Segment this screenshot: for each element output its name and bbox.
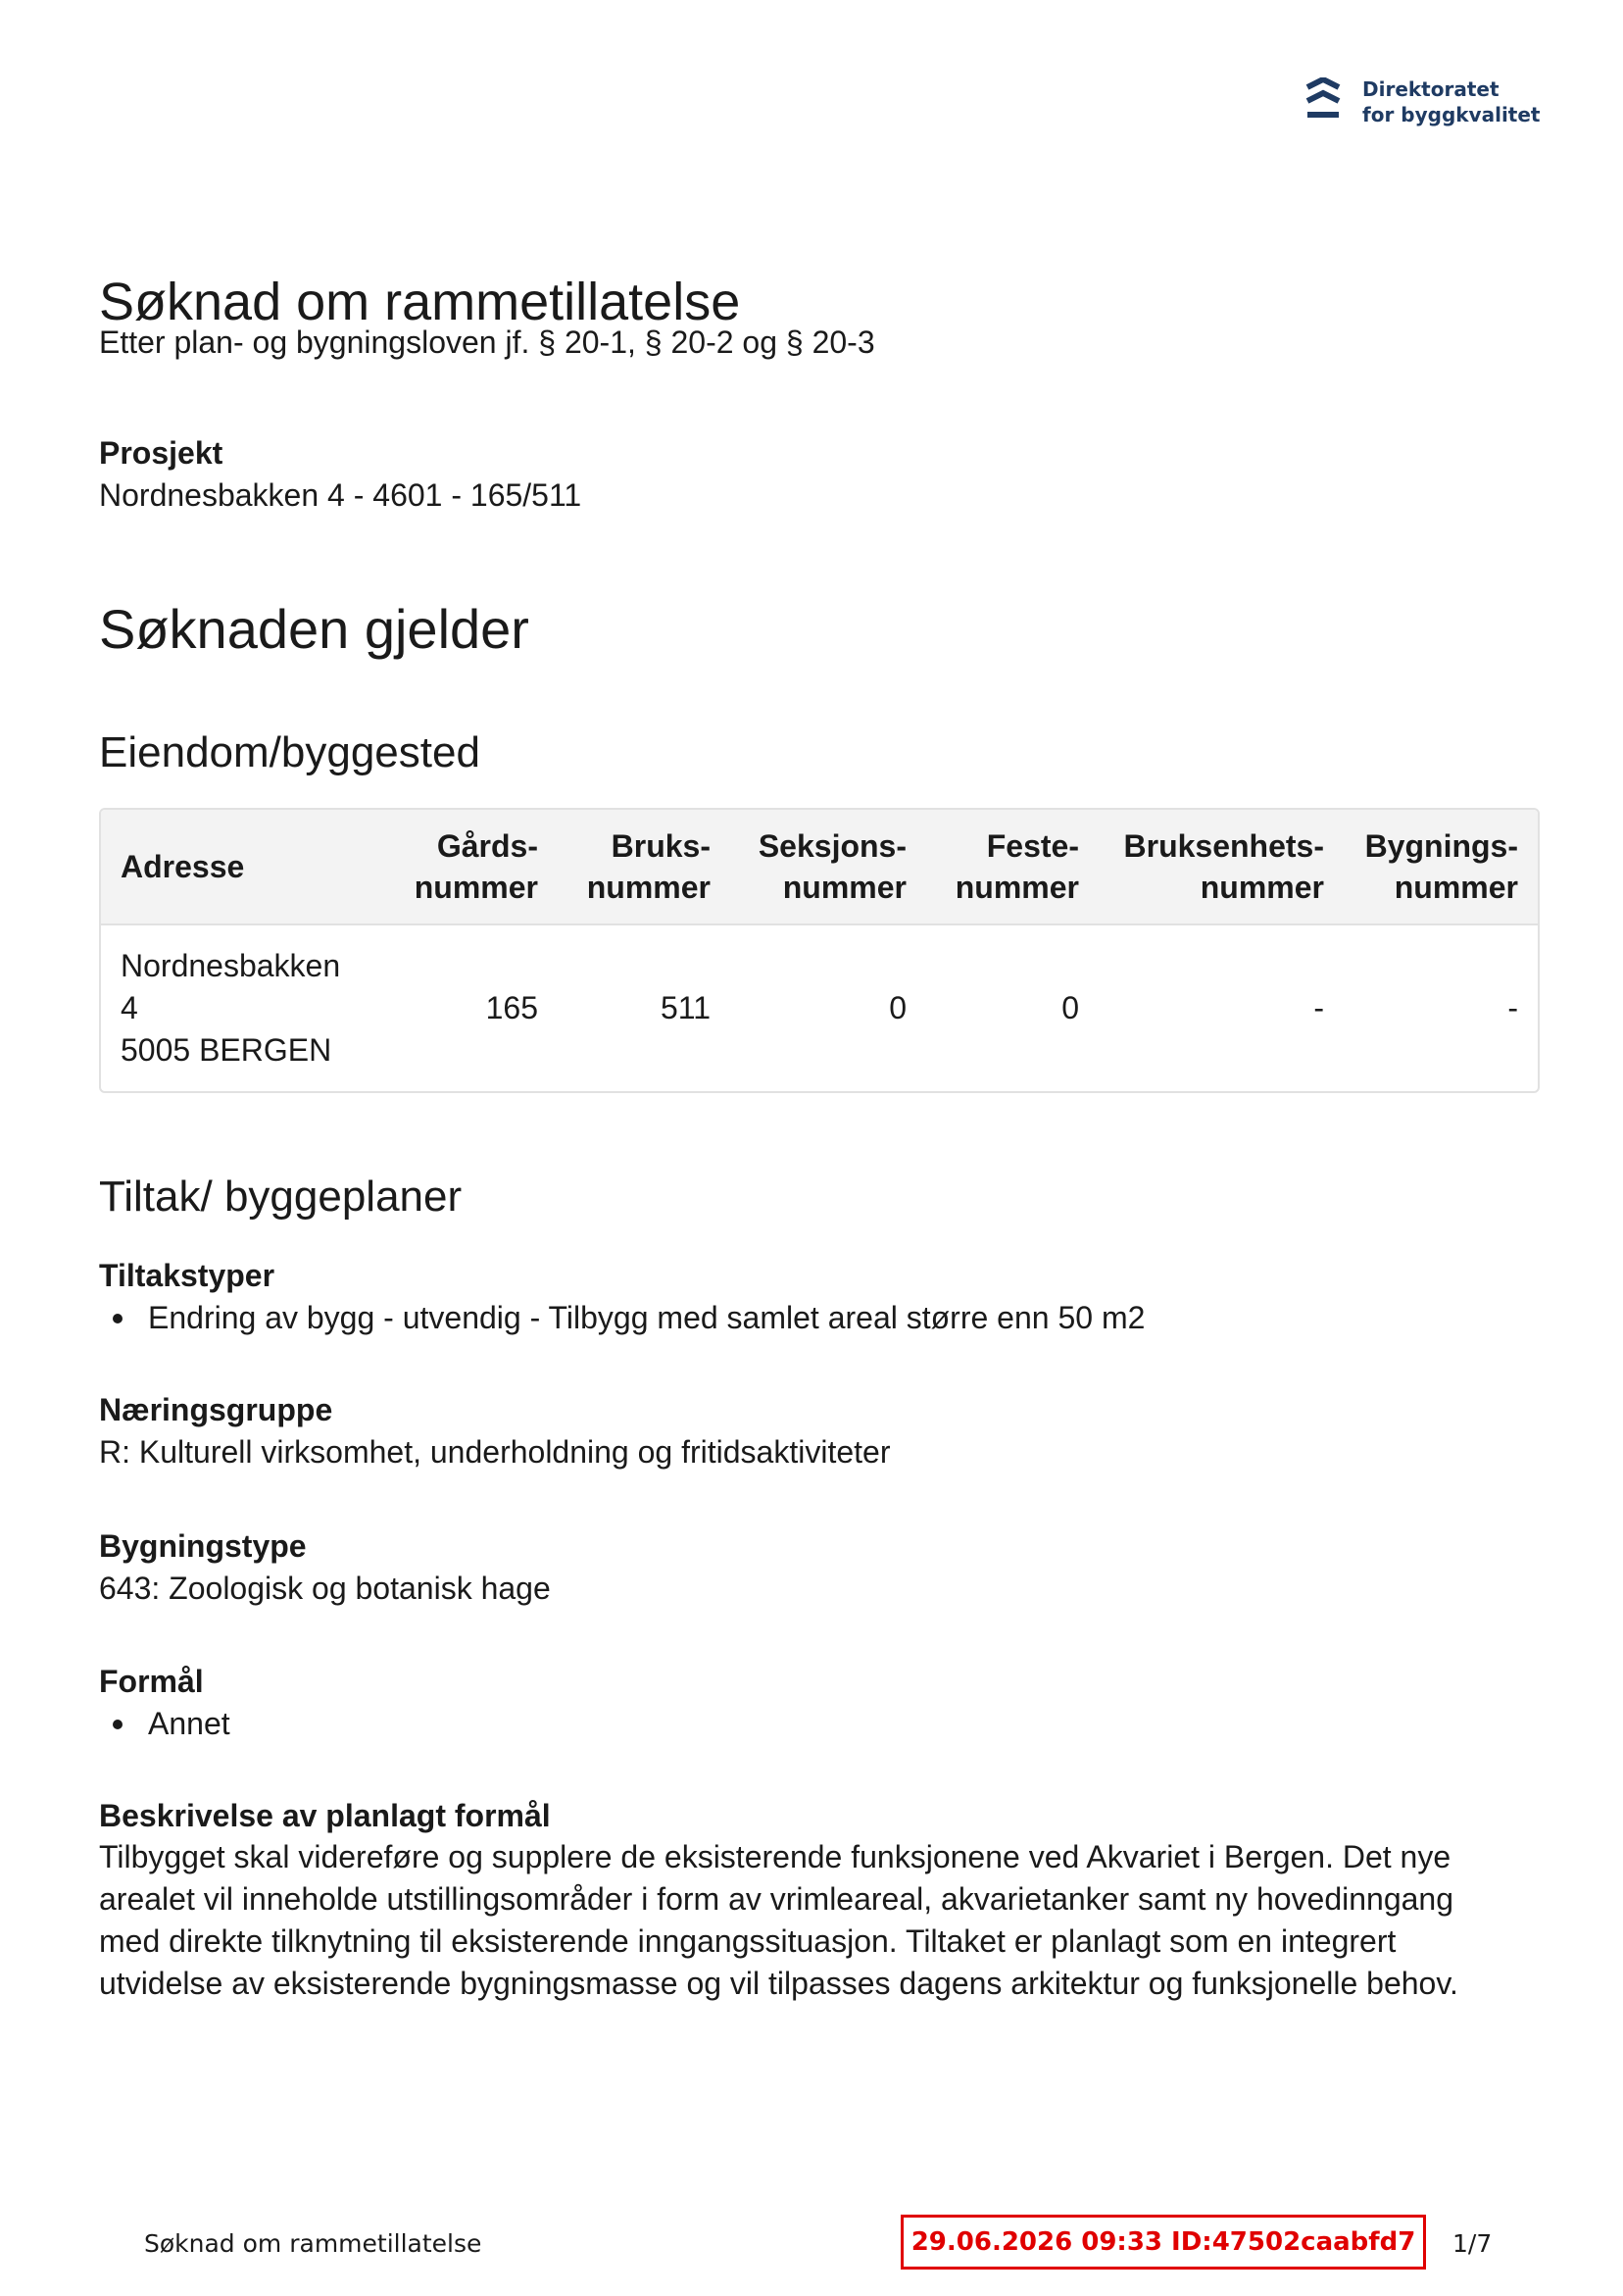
cell-seksjonsnummer: 0 xyxy=(889,990,907,1025)
tiltak-heading-block xyxy=(99,1172,1540,1223)
col-festenummer: Feste- nummer xyxy=(926,810,1099,925)
prosjekt-label: Prosjekt xyxy=(99,435,223,471)
bygningstype-value: 643: Zoologisk og botanisk hage xyxy=(99,1571,551,1606)
list-item: Annet xyxy=(99,1702,1540,1745)
eiendom-heading: Eiendom/byggested xyxy=(99,728,480,776)
naeringsgruppe-label: Næringsgruppe xyxy=(99,1392,333,1427)
col-adresse: Adresse xyxy=(101,810,385,925)
beskrivelse-section xyxy=(99,1795,1540,2005)
dibk-chevrons-icon xyxy=(1303,77,1343,126)
list-item: Endring av bygg - utvendig - Tilbygg med samlet areal større enn 50 m2 xyxy=(99,1296,1540,1339)
prosjekt-section xyxy=(99,432,1540,517)
cell-gardsnummer: 165 xyxy=(485,990,538,1025)
cell-bruksnummer: 511 xyxy=(660,990,711,1025)
beskrivelse-label: Beskrivelse av planlagt formål xyxy=(99,1798,551,1833)
logo-line-2: for byggkvalitet xyxy=(1362,103,1541,126)
bygningstype-section xyxy=(99,1525,1540,1610)
beskrivelse-line-1: Tilbygget skal videreføre og supplere de eksisterende funksjonene ved Akvariet i Bergen. Det nye xyxy=(99,1839,1451,1874)
cell-festenummer: 0 xyxy=(1061,990,1079,1025)
cell-bygningsnummer: - xyxy=(1507,990,1518,1025)
logo-text xyxy=(1362,76,1540,127)
col-bruksenhetsnummer: Bruksenhets- nummer xyxy=(1099,810,1344,925)
document-title: Søknad om rammetillatelse xyxy=(99,273,741,331)
soknaden-gjelder-heading: Søknaden gjelder xyxy=(99,598,529,660)
col-bruksnummer: Bruks- nummer xyxy=(558,810,730,925)
footer-page-number: 1/7 xyxy=(1452,2229,1493,2258)
formal-label: Formål xyxy=(99,1664,204,1699)
section-heading xyxy=(99,598,1540,661)
formal-section xyxy=(99,1661,1540,1745)
logo-line-1: Direktoratet xyxy=(1362,77,1500,101)
naeringsgruppe-value: R: Kulturell virksomhet, underholdning og fritidsaktiviteter xyxy=(99,1434,891,1470)
table-header-row xyxy=(101,810,1538,925)
footer-document-title: Søknad om rammetillatelse xyxy=(144,2229,482,2258)
cell-bruksenhetsnummer: - xyxy=(1313,990,1324,1025)
tiltak-heading: Tiltak/ byggeplaner xyxy=(99,1173,463,1221)
col-seksjonsnummer: Seksjons- nummer xyxy=(730,810,926,925)
tiltakstyper-section xyxy=(99,1255,1540,1339)
tiltakstyper-label: Tiltakstyper xyxy=(99,1258,275,1293)
beskrivelse-line-2: arealet vil inneholde utstillingsområder i form av vrimleareal, akvarietanker samt ny hovedinngang xyxy=(99,1881,1454,1917)
eiendom-heading-block xyxy=(99,727,1540,778)
beskrivelse-line-3: med direkte tilknytning til eksisterende inngangssituasjon. Tiltaket er planlagt som en integrert xyxy=(99,1923,1397,1959)
eiendom-table-block xyxy=(99,808,1540,1093)
document-subtitle: Etter plan- og bygningsloven jf. § 20-1, § 20-2 og § 20-3 xyxy=(99,324,875,360)
beskrivelse-line-4: utvidelse av eksisterende bygningsmasse og vil tilpasses dagens arkitektur og funksjonelle behov. xyxy=(99,1966,1458,2001)
cell-adresse: Nordnesbakken 4 5005 BERGEN xyxy=(121,948,341,1068)
footer-timestamp-stamp: 29.06.2026 09:33 ID:47502caabfd7 xyxy=(901,2215,1426,2270)
naeringsgruppe-section xyxy=(99,1389,1540,1473)
bygningstype-label: Bygningstype xyxy=(99,1528,307,1564)
dibk-logo xyxy=(1303,76,1540,127)
col-gardsnummer: Gårds- nummer xyxy=(385,810,558,925)
prosjekt-value: Nordnesbakken 4 - 4601 - 165/511 xyxy=(99,477,582,513)
table-row xyxy=(101,925,1538,1091)
tiltakstyper-list xyxy=(99,1296,1540,1339)
eiendom-table xyxy=(99,808,1540,1093)
formal-list xyxy=(99,1702,1540,1745)
col-bygningsnummer: Bygnings- nummer xyxy=(1344,810,1538,925)
